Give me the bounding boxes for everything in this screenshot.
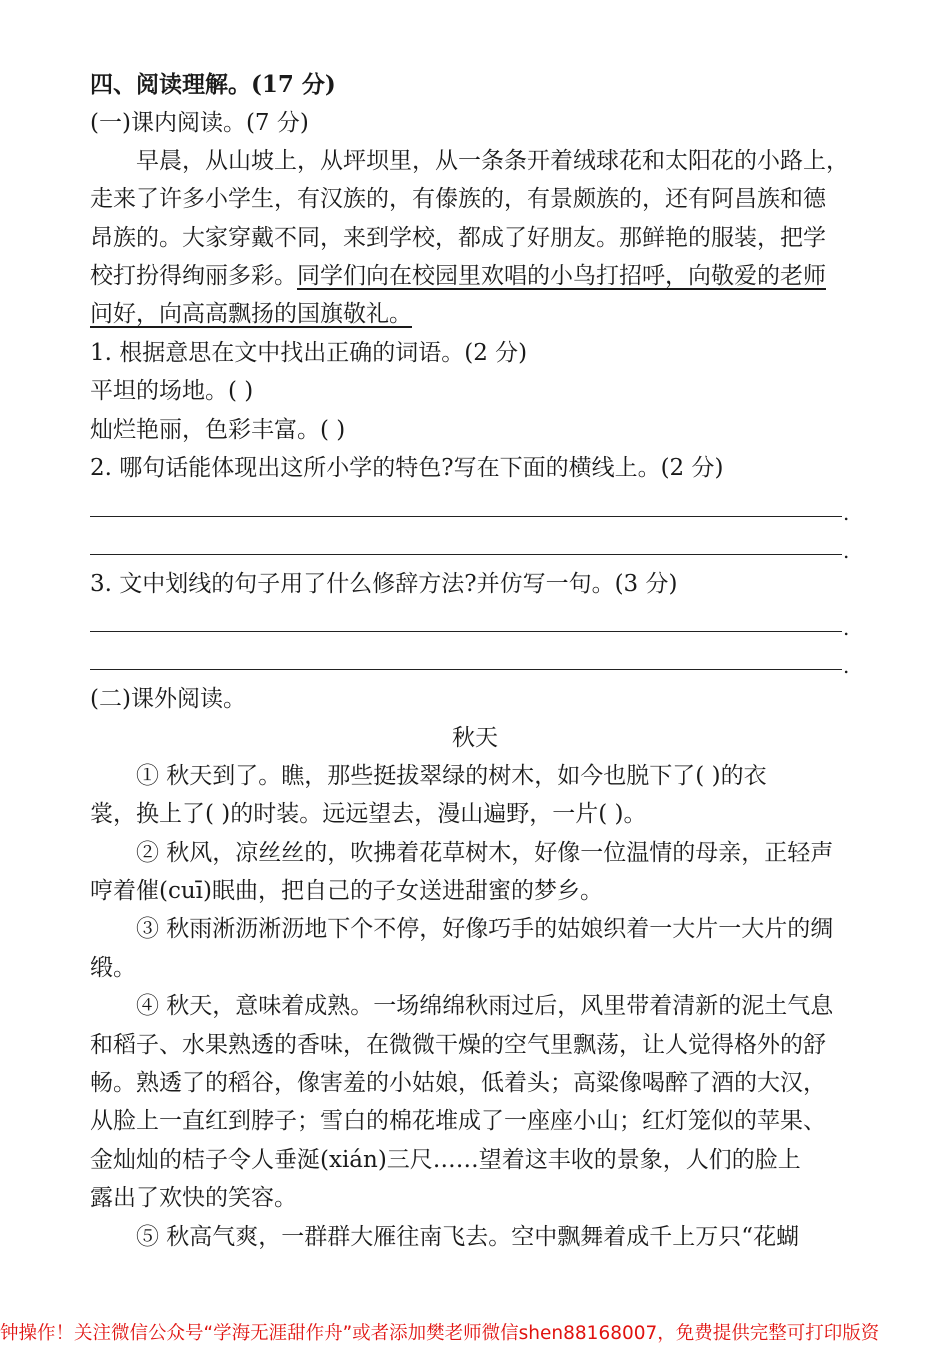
passage-line-2: 走来了许多小学生，有汉族的，有傣族的，有景颇族的，还有阿昌族和德 (90, 186, 826, 212)
footer-notice: 钟操作！关注微信公众号“学海无涯甜作舟”或者添加樊老师微信shen88168007，免费提供完整可打印版资 (0, 1323, 880, 1344)
passage2-line-9: 畅。熟透了的稻谷，像害羞的小姑娘，低着头；高粱像喝醉了酒的大汉， (90, 1070, 826, 1096)
answer-line-q3-2[interactable] (90, 669, 842, 670)
question-1-item-a: 平坦的场地。( ) (90, 378, 254, 404)
question-3: 3. 文中划线的句子用了什么修辞方法?并仿写一句。(3 分) (90, 571, 678, 597)
passage2-line-12: 露出了欢快的笑容。 (90, 1185, 297, 1211)
question-1: 1. 根据意思在文中找出正确的词语。(2 分) (90, 340, 528, 366)
passage2-line-6: 缎。 (90, 955, 136, 981)
section-heading: 四、阅读理解。(17 分) (90, 71, 336, 98)
passage2-line-5: ③ 秋雨淅沥淅沥地下个不停，好像巧手的姑娘织着一大片一大片的绸 (136, 916, 834, 942)
passage-line-5: 问好，向高高飘扬的国旗敬礼。 (90, 301, 412, 327)
answer-line-dot: . (843, 616, 850, 640)
answer-line-q3-1[interactable] (90, 631, 842, 632)
answer-line-q2-2[interactable] (90, 554, 842, 555)
answer-line-dot: . (843, 501, 850, 525)
passage2-line-8: 和稻子、水果熟透的香味，在微微干燥的空气里飘荡，让人觉得格外的舒 (90, 1032, 826, 1058)
passage2-line-1: ① 秋天到了。瞧，那些挺拔翠绿的树木，如今也脱下了( )的衣 (136, 763, 767, 789)
passage-plain-text: 校打扮得绚丽多彩。 (90, 263, 297, 289)
passage2-line-3: ② 秋风，凉丝丝的，吹拂着花草树木，好像一位温情的母亲，正轻声 (136, 840, 834, 866)
passage-title: 秋天 (452, 725, 498, 751)
passage2-line-2: 裳，换上了( )的时装。远远望去，漫山遍野，一片( )。 (90, 801, 647, 827)
part2-heading: (二)课外阅读。 (90, 686, 246, 712)
passage2-line-11: 金灿灿的桔子令人垂涎(xián)三尺……望着这丰收的景象，人们的脸上 (90, 1147, 801, 1173)
answer-line-dot: . (843, 654, 850, 678)
passage-line-3: 昂族的。大家穿戴不同，来到学校，都成了好朋友。那鲜艳的服装，把学 (90, 225, 826, 251)
answer-line-q2-1[interactable] (90, 516, 842, 517)
part1-heading: (一)课内阅读。(7 分) (90, 110, 309, 136)
answer-line-dot: . (843, 539, 850, 563)
passage2-line-13: ⑤ 秋高气爽，一群群大雁往南飞去。空中飘舞着成千上万只“花蝴 (136, 1224, 800, 1250)
passage2-line-10: 从脸上一直红到脖子；雪白的棉花堆成了一座座小山；红灯笼似的苹果、 (90, 1108, 826, 1134)
passage2-line-4: 哼着催(cuī)眠曲，把自己的子女送进甜蜜的梦乡。 (90, 878, 603, 904)
passage-line-4 (90, 261, 862, 291)
passage-line-1: 早晨，从山坡上，从坪坝里，从一条条开着绒球花和太阳花的小路上， (136, 148, 849, 174)
passage2-line-7: ④ 秋天，意味着成熟。一场绵绵秋雨过后，风里带着清新的泥土气息 (136, 993, 834, 1019)
underlined-sentence: 同学们向在校园里欢唱的小鸟打招呼，向敬爱的老师 (297, 263, 826, 289)
question-2: 2. 哪句话能体现出这所小学的特色?写在下面的横线上。(2 分) (90, 455, 724, 481)
question-1-item-b: 灿烂艳丽，色彩丰富。( ) (90, 417, 346, 443)
